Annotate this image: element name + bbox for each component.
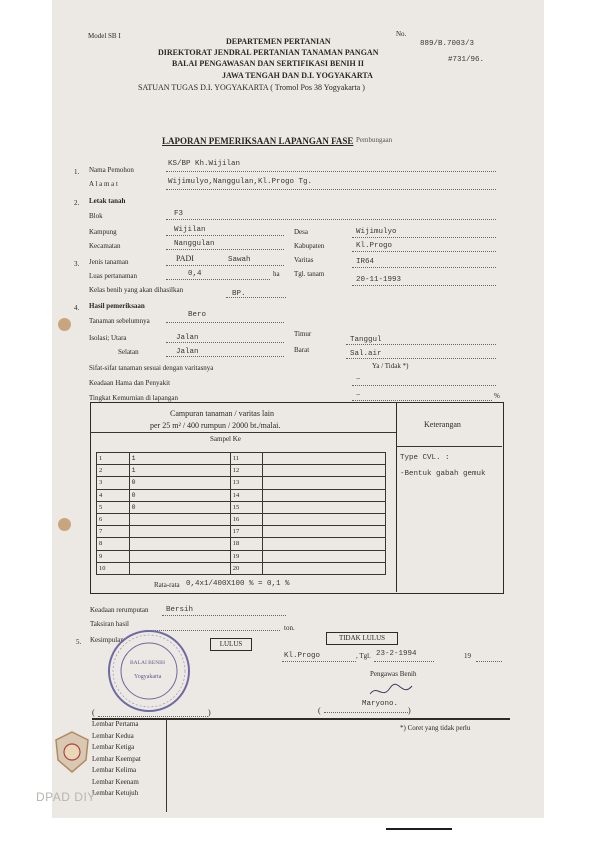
copy-item: Lembar Ketiga xyxy=(92,743,135,751)
sample-grid xyxy=(96,452,386,575)
header-line-4: JAWA TENGAH DAN D.I. YOGYAKARTA xyxy=(222,71,373,80)
tgl-tanam-label: Tgl. tanam xyxy=(294,270,325,278)
table-row xyxy=(97,453,386,465)
sign-tgl-label: , Tgl. xyxy=(356,652,371,660)
varitas-label: Varitas xyxy=(294,256,314,264)
sample-value xyxy=(263,538,386,550)
sample-number: 10 xyxy=(97,562,130,574)
copy-item: Lembar Keenam xyxy=(92,777,139,786)
sample-number: 12 xyxy=(230,465,263,477)
header-line-1: DEPARTEMEN PERTANIAN xyxy=(226,37,331,46)
hasil-label: Hasil pemeriksaan xyxy=(89,302,145,310)
jenis-value: PADI xyxy=(176,254,194,263)
sample-value xyxy=(263,501,386,513)
header-line-5: SATUAN TUGAS D.I. YOGYAKARTA ( Tromol Pos 38 Yogyakarta ) xyxy=(138,83,365,92)
sample-value xyxy=(129,562,230,574)
header-line-2: DIREKTORAT JENDRAL PERTANIAN TANAMAN PANGAN xyxy=(158,48,379,57)
table-header-2: per 25 m² / 400 rumpun / 2000 bt./malai. xyxy=(150,421,281,430)
sample-number: 3 xyxy=(97,477,130,489)
number-value-2: #731/96. xyxy=(448,56,485,64)
report-title: LAPORAN PEMERIKSAAN LAPANGAN FASE xyxy=(162,136,354,146)
taksiran-label: Taksiran hasil xyxy=(90,620,129,628)
kemurnian-label: Tingkat Kemurnian di lapangan xyxy=(89,394,178,402)
sample-value: 1 xyxy=(129,453,230,465)
utara-label: Isolasi; Utara xyxy=(89,334,127,342)
sample-value xyxy=(129,526,230,538)
sample-number: 18 xyxy=(230,538,263,550)
rerumputan-value: Bersih xyxy=(166,606,194,614)
section-3-number: 3. xyxy=(74,260,80,268)
sign-date: 23-2-1994 xyxy=(376,650,417,658)
section-5-number: 5. xyxy=(76,638,82,646)
sample-number: 2 xyxy=(97,465,130,477)
blok-value: F3 xyxy=(174,210,184,218)
sebelum-value: Bero xyxy=(188,311,207,319)
sifat-value: Ya / Tidak *) xyxy=(372,362,409,370)
table-header-3: Sampel Ke xyxy=(210,435,241,443)
sample-value xyxy=(263,489,386,501)
signature-scribble xyxy=(368,680,414,702)
watermark: DPAD DIY xyxy=(36,790,96,804)
rata-label: Rata-rata xyxy=(154,581,180,589)
sample-number: 5 xyxy=(97,501,130,513)
sample-value xyxy=(129,538,230,550)
kelas-value: BP. xyxy=(232,290,246,298)
sample-number: 7 xyxy=(97,526,130,538)
sample-value xyxy=(263,562,386,574)
utara-value: Jalan xyxy=(176,334,199,342)
kelas-label: Kelas benih yang akan dihasilkan xyxy=(89,286,184,294)
barat-label: Barat xyxy=(294,346,310,354)
sample-number: 19 xyxy=(230,550,263,562)
hama-value: − xyxy=(356,374,361,383)
number-label: No. xyxy=(396,30,407,38)
sign-year: 19 xyxy=(464,652,471,660)
pengawas-label: Pengawas Benih xyxy=(370,670,417,678)
sample-value xyxy=(263,477,386,489)
sample-value: 1 xyxy=(129,465,230,477)
table-row xyxy=(97,526,386,538)
dpad-seal-logo xyxy=(52,730,92,774)
timur-value: Tanggul xyxy=(350,336,382,344)
table-row xyxy=(97,465,386,477)
sample-value xyxy=(263,465,386,477)
sample-number: 14 xyxy=(230,489,263,501)
varitas-value: IR64 xyxy=(356,258,375,266)
table-row xyxy=(97,538,386,550)
sample-number: 15 xyxy=(230,501,263,513)
blok-label: Blok xyxy=(89,212,103,220)
sample-value: 0 xyxy=(129,501,230,513)
page-mark xyxy=(386,828,452,830)
sample-number: 9 xyxy=(97,550,130,562)
sample-number: 17 xyxy=(230,526,263,538)
sample-number: 1 xyxy=(97,453,130,465)
footer-note: *) Coret yang tidak perlu xyxy=(400,724,471,732)
kecamatan-value: Nanggulan xyxy=(174,240,215,248)
copy-item: Lembar Keempat xyxy=(92,754,141,763)
punch-hole xyxy=(58,518,71,531)
kabupaten-label: Kabupaten xyxy=(294,242,325,250)
sample-value xyxy=(263,513,386,525)
luas-value: 0,4 xyxy=(188,270,202,278)
table-row xyxy=(97,550,386,562)
kampung-value: Wijilan xyxy=(174,226,206,234)
sample-value xyxy=(263,526,386,538)
header-line-3: BALAI PENGAWASAN DAN SERTIFIKASI BENIH II xyxy=(172,59,364,68)
sample-value xyxy=(129,550,230,562)
section-1-number: 1. xyxy=(74,168,80,176)
keterangan-line-2: -Bentuk gabah gemuk xyxy=(400,470,486,478)
letak-tanah-label: Letak tanah xyxy=(89,197,126,205)
table-row xyxy=(97,513,386,525)
section-2-number: 2. xyxy=(74,199,80,207)
selatan-value: Jalan xyxy=(176,348,199,356)
tidak-lulus-box: TIDAK LULUS xyxy=(326,632,398,645)
kampung-label: Kampung xyxy=(89,228,117,236)
table-row xyxy=(97,477,386,489)
table-header-1: Campuran tanaman / varitas lain xyxy=(170,409,274,418)
kemurnian-value: − xyxy=(356,390,361,399)
desa-label: Desa xyxy=(294,228,308,236)
kabupaten-value: Kl.Progo xyxy=(356,242,393,250)
barat-value: Sal.air xyxy=(350,350,382,358)
luas-unit: ha xyxy=(273,270,280,278)
lulus-box: LULUS xyxy=(210,638,252,651)
copy-item: Lembar Kelima xyxy=(92,766,137,774)
desa-value: Wijimulyo xyxy=(356,228,397,236)
rata-value: 0,4x1/400X100 % = 0,1 % xyxy=(186,580,290,588)
keterangan-label: Keterangan xyxy=(424,420,461,429)
sample-number: 16 xyxy=(230,513,263,525)
section-4-number: 4. xyxy=(74,304,80,312)
hama-label: Keadaan Hama dan Penyakit xyxy=(89,379,171,387)
copy-item: Lembar Ketujuh xyxy=(92,789,139,797)
table-row xyxy=(97,562,386,574)
luas-label: Luas pertanaman xyxy=(89,272,138,280)
table-row xyxy=(97,501,386,513)
selatan-label: Selatan xyxy=(118,348,139,356)
sample-value: 0 xyxy=(129,477,230,489)
sample-value xyxy=(263,550,386,562)
alamat-label: A l a m a t xyxy=(89,180,118,188)
punch-hole xyxy=(58,318,71,331)
sample-number: 20 xyxy=(230,562,263,574)
keterangan-line-1: Type CVL. : xyxy=(400,454,450,462)
sample-number: 6 xyxy=(97,513,130,525)
kecamatan-label: Kecamatan xyxy=(89,242,121,250)
kemurnian-unit: % xyxy=(494,392,500,400)
rerumputan-label: Keadaan rerumputan xyxy=(90,606,149,614)
sample-value xyxy=(129,513,230,525)
taksiran-unit: ton. xyxy=(284,624,295,632)
stamp-city: Yogyakarta xyxy=(134,674,162,680)
stamp-text: BALAI BENIH xyxy=(130,660,165,666)
nama-label: Nama Pemohon xyxy=(89,166,134,174)
sample-number: 8 xyxy=(97,538,130,550)
kesimpulan-label: Kesimpulan xyxy=(90,636,124,644)
copy-item: Lembar Pertama xyxy=(92,720,139,728)
sample-number: 11 xyxy=(230,453,263,465)
alamat-value: Wijimulyo,Nanggulan,Kl.Progo Tg. xyxy=(168,178,313,186)
pengawas-name: Maryono. xyxy=(362,700,399,708)
sifat-label: Sifat-sifat tanaman sesuai dengan varitasnya xyxy=(89,364,214,372)
report-phase: Pembungaan xyxy=(356,136,393,144)
jenis-label: Jenis tanaman xyxy=(89,258,129,266)
sample-value xyxy=(263,453,386,465)
sebelum-label: Tanaman sebelumnya xyxy=(89,317,150,325)
table-row xyxy=(97,489,386,501)
jenis-value-2: Sawah xyxy=(228,256,251,264)
sample-number: 4 xyxy=(97,489,130,501)
sample-value: 0 xyxy=(129,489,230,501)
number-value: 889/B.7003/3 xyxy=(420,40,475,48)
official-stamp xyxy=(104,626,194,716)
tgl-tanam-value: 20-11-1993 xyxy=(356,276,402,284)
nama-value: KS/BP Kh.Wijilan xyxy=(168,160,241,168)
sign-place: Kl.Progo xyxy=(284,652,321,660)
timur-label: Timur xyxy=(294,330,312,338)
model-label: Model SB I xyxy=(88,32,121,40)
copy-item: Lembar Kedua xyxy=(92,731,134,740)
sample-number: 13 xyxy=(230,477,263,489)
